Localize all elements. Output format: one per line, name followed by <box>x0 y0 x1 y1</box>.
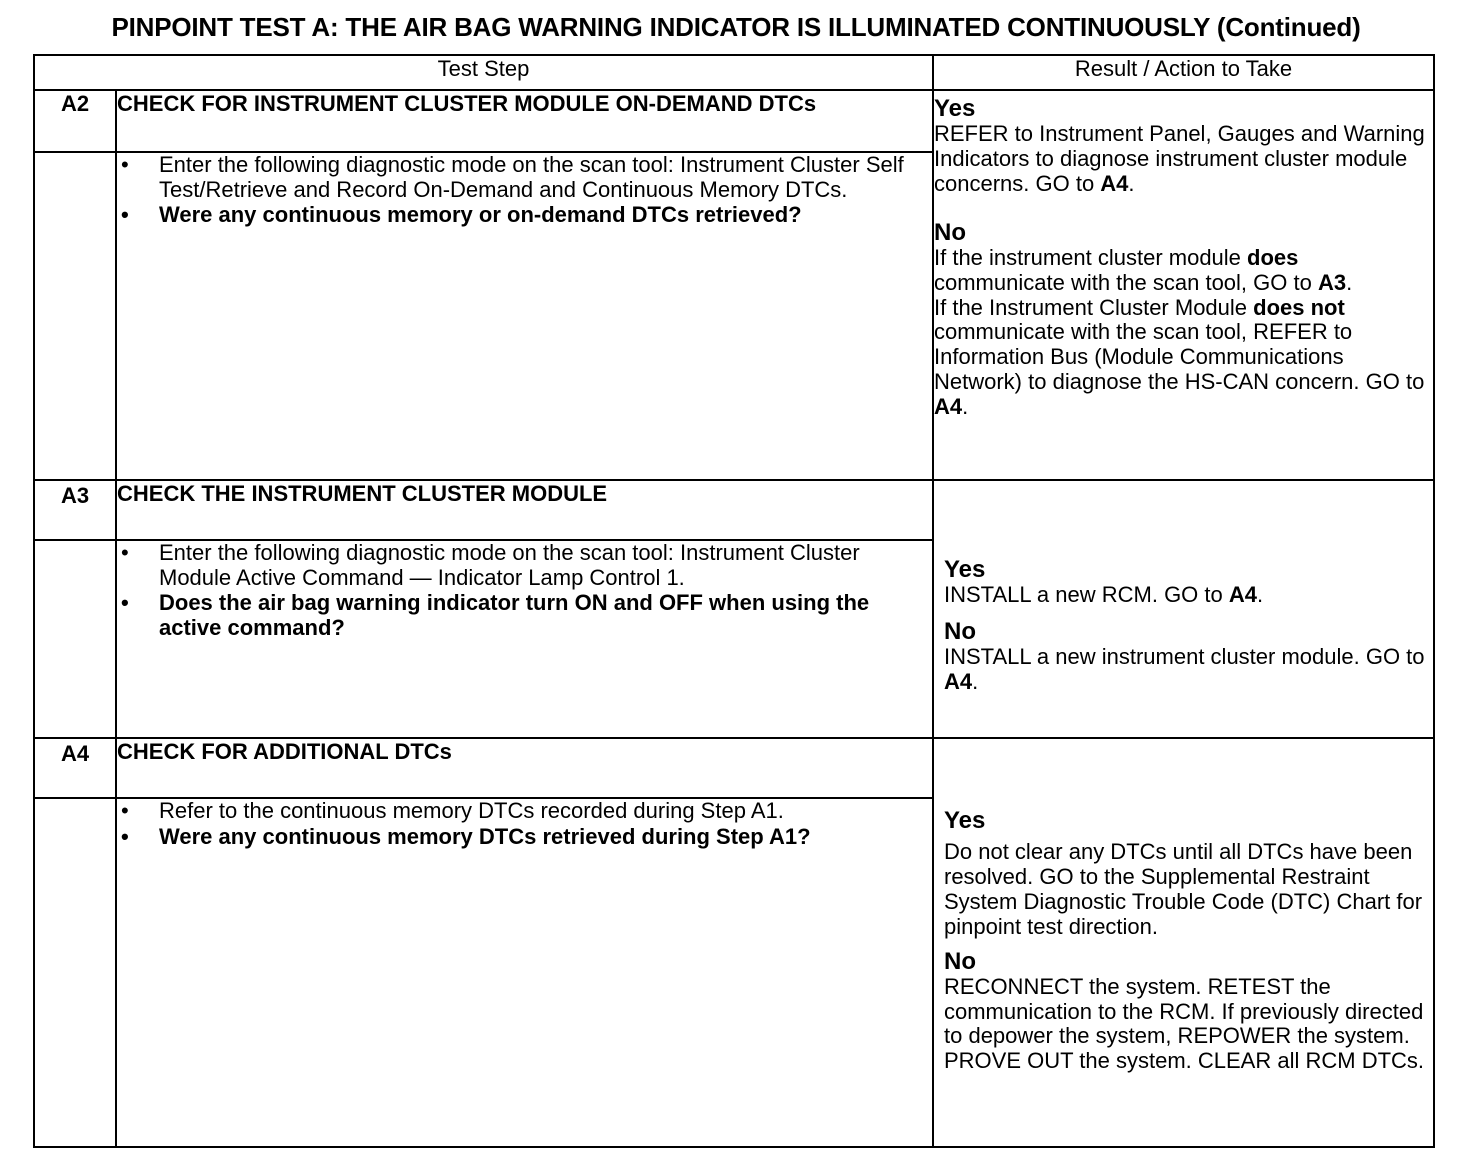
step-a2-result <box>933 90 1434 480</box>
step-title: CHECK THE INSTRUMENT CLUSTER MODULE <box>116 480 933 540</box>
list-item: • Enter the following diagnostic mode on the scan tool: Instrument Cluster Self Test/Retrieve and Record On-Demand and Continuous Memory DTCs. <box>121 152 904 202</box>
list-item: • Were any continuous memory or on-demand DTCs retrieved? <box>121 202 802 228</box>
step-body <box>116 152 933 480</box>
step-bullets <box>117 799 932 849</box>
no-label: No <box>934 218 966 246</box>
no-action: INSTALL a new instrument cluster module. GO to A4. <box>944 643 1425 694</box>
no-action: If the instrument cluster module does communicate with the scan tool, GO to A3. <box>934 244 1353 295</box>
yes-label: Yes <box>944 807 986 834</box>
no-label: No <box>944 947 976 975</box>
no-action: RECONNECT the system. RETEST the communication to the RCM. If previously directed to depower the system, REPOWER the system. PROVE OUT the system. CLEAR all RCM DTCs. <box>944 973 1425 1074</box>
table-header-row <box>34 55 1434 90</box>
step-bullets <box>117 541 932 641</box>
step-a3-result <box>933 480 1434 738</box>
yes-label: Yes <box>944 555 986 583</box>
step-body-spacer <box>34 798 116 1147</box>
no-action-alt: If the Instrument Cluster Module does not communicate with the scan tool, REFER to Information Bus (Module Communications Network) to diagnose the HS-CAN concern. GO to A4. <box>934 294 1425 419</box>
no-label: No <box>944 617 976 645</box>
step-body-spacer <box>34 152 116 480</box>
list-item: • Does the air bag warning indicator turn ON and OFF when using the active command? <box>121 590 870 640</box>
step-id: A2 <box>34 90 116 152</box>
yes-action: INSTALL a new RCM. GO to A4. <box>944 581 1264 607</box>
list-item: • Enter the following diagnostic mode on the scan tool: Instrument Cluster Module Active Command — Indicator Lamp Control 1. <box>121 540 860 590</box>
page-title: PINPOINT TEST A: THE AIR BAG WARNING INDICATOR IS ILLUMINATED CONTINUOUSLY (Continued) <box>111 12 1361 42</box>
step-body-spacer <box>34 540 116 738</box>
step-body <box>116 540 933 738</box>
yes-label: Yes <box>934 95 976 122</box>
step-id: A4 <box>34 738 116 798</box>
step-a4-title-row <box>34 738 1434 798</box>
step-a3-title-row <box>34 480 1434 540</box>
header-result: Result / Action to Take <box>933 55 1434 90</box>
step-title: CHECK FOR ADDITIONAL DTCs <box>116 738 933 798</box>
yes-action: Do not clear any DTCs until all DTCs have been resolved. GO to the Supplemental Restraint System Diagnostic Trouble Code (DTC) Chart for pinpoint test direction. <box>944 839 1423 939</box>
header-test-step: Test Step <box>34 55 933 90</box>
list-item: • Refer to the continuous memory DTCs recorded during Step A1. <box>121 798 784 823</box>
step-bullets <box>117 153 932 228</box>
step-a4-result <box>933 738 1434 1147</box>
list-item: • Were any continuous memory DTCs retrieved during Step A1? <box>121 823 811 849</box>
pinpoint-table <box>33 54 1435 1148</box>
step-a2-title-row <box>34 90 1434 152</box>
step-body <box>116 798 933 1147</box>
step-title: CHECK FOR INSTRUMENT CLUSTER MODULE ON-DEMAND DTCs <box>116 90 933 152</box>
yes-action: REFER to Instrument Panel, Gauges and Warning Indicators to diagnose instrument cluster module concerns. GO to A4. <box>934 121 1425 196</box>
step-id: A3 <box>34 480 116 540</box>
